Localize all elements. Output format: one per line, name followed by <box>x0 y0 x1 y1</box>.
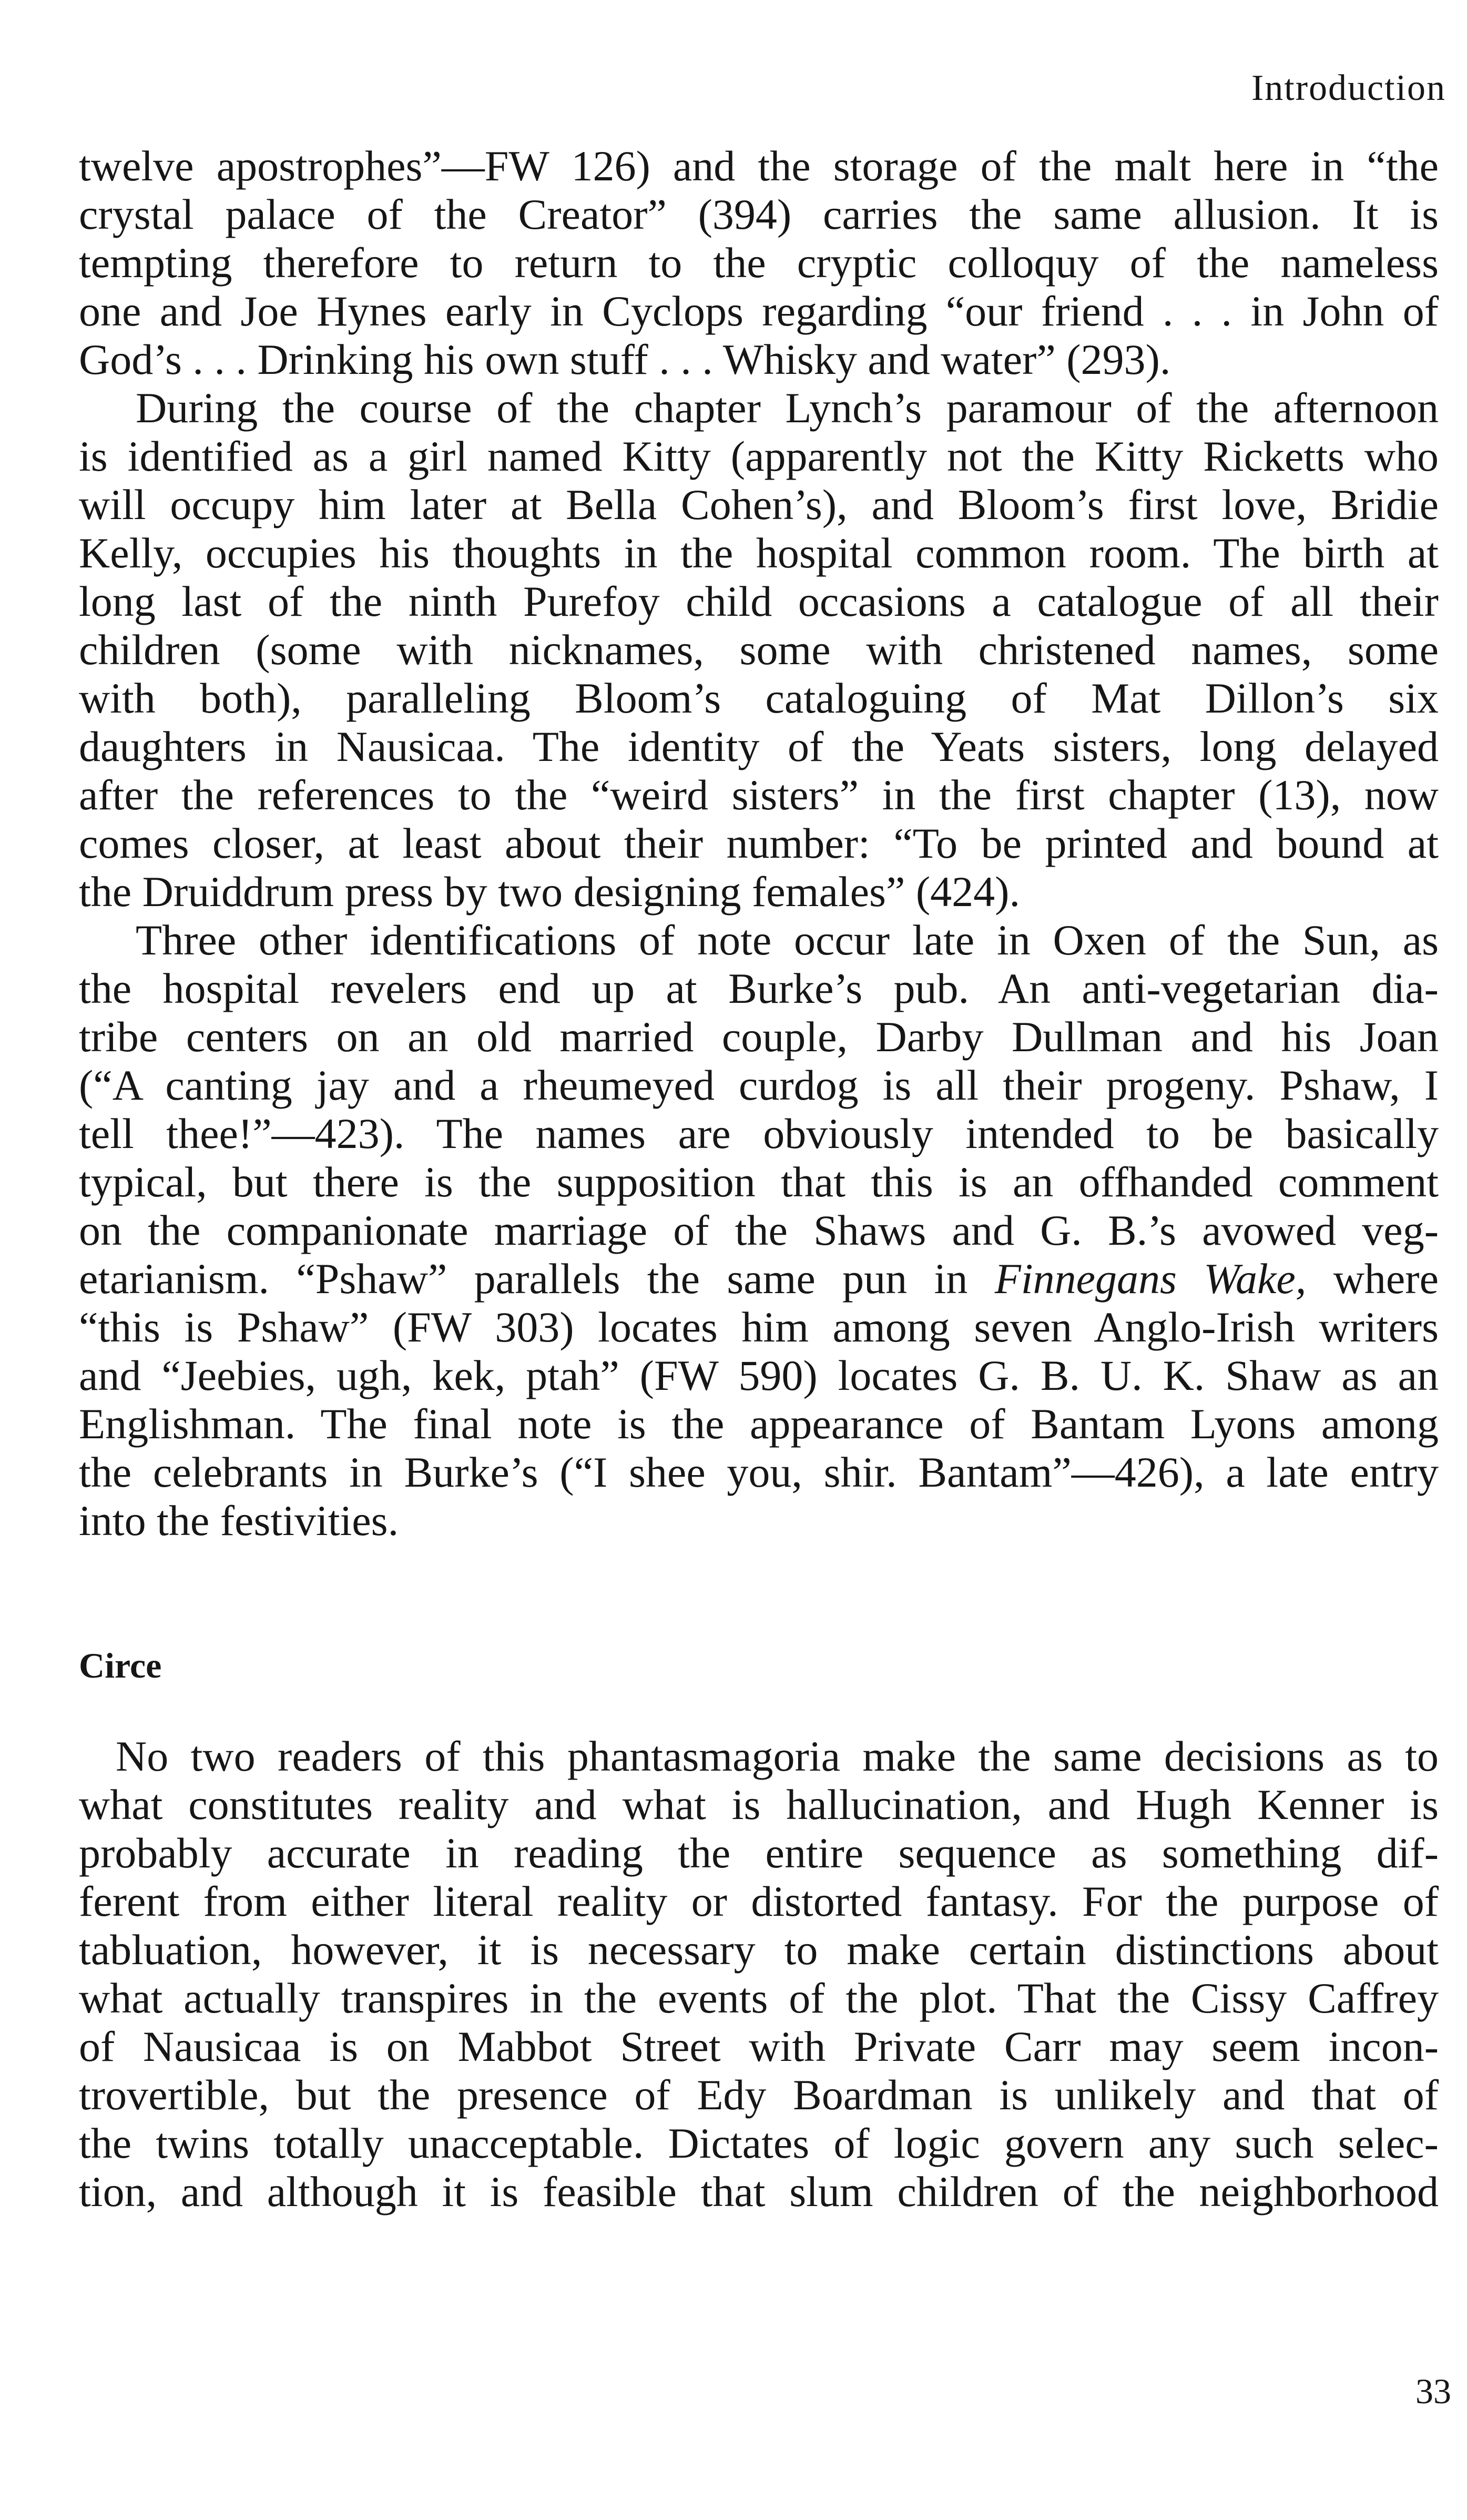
text-line: trovertible, but the presence of Edy Boardman is unlikely and that of <box>79 2071 1439 2119</box>
text-line: Three other identifications of note occur late in Oxen of the Sun, as <box>136 916 1439 964</box>
text-line: children (some with nicknames, some with christened names, some <box>79 626 1439 674</box>
text-line: ferent from either literal reality or distorted fantasy. For the purpose of <box>79 1877 1439 1925</box>
text-line: crystal palace of the Creator” (394) carries the same allusion. It is <box>79 190 1439 238</box>
text-line: and “Jeebies, ugh, kek, ptah” (FW 590) locates G. B. U. K. Shaw as an <box>79 1352 1439 1399</box>
text-line: During the course of the chapter Lynch’s paramour of the afternoon <box>136 384 1439 432</box>
text-line: “this is Pshaw” (FW 303) locates him among seven Anglo-Irish writers <box>79 1303 1439 1351</box>
text-line: long last of the ninth Purefoy child occasions a catalogue of all their <box>79 577 1439 625</box>
text-line: will occupy him later at Bella Cohen’s), and Bloom’s first love, Bridie <box>79 481 1439 529</box>
text-line: typical, but there is the supposition that this is an offhanded comment <box>79 1158 1439 1206</box>
running-head: Introduction <box>1251 68 1446 108</box>
text-line: the Druiddrum press by two designing females” (424). <box>79 868 1020 916</box>
text-line: the hospital revelers end up at Burke’s pub. An anti-vegetarian dia- <box>79 964 1439 1012</box>
text-line: on the companionate marriage of the Shaws and G. B.’s avowed veg- <box>79 1206 1439 1254</box>
text-line: God’s . . . Drinking his own stuff . . . Whisky and water” (293). <box>79 336 1171 383</box>
text-segment: etarianism. “Pshaw” parallels the same pun in <box>79 1255 995 1303</box>
section-heading: Circe <box>79 1645 162 1685</box>
text-line: is identified as a girl named Kitty (apparently not the Kitty Ricketts who <box>79 432 1439 480</box>
text-line: what actually transpires in the events of the plot. That the Cissy Caffrey <box>79 1974 1439 2022</box>
text-line: Kelly, occupies his thoughts in the hospital common room. The birth at <box>79 529 1439 577</box>
text-line: comes closer, at least about their number: “To be printed and bound at <box>79 819 1439 867</box>
text-line: the celebrants in Burke’s (“I shee you, shir. Bantam”—426), a late entry <box>79 1448 1439 1496</box>
text-line: tell thee!”—423). The names are obviously intended to be basically <box>79 1110 1439 1157</box>
text-line: of Nausicaa is on Mabbot Street with Private Carr may seem incon- <box>79 2023 1439 2070</box>
text-line <box>79 1255 1439 1303</box>
text-line: (“A canting jay and a rheumeyed curdog is all their progeny. Pshaw, I <box>79 1061 1439 1109</box>
text-line: after the references to the “weird sisters” in the first chapter (13), now <box>79 771 1439 819</box>
text-line: probably accurate in reading the entire sequence as something dif- <box>79 1829 1439 1877</box>
text-line: Englishman. The final note is the appearance of Bantam Lyons among <box>79 1400 1439 1448</box>
text-line: into the festivities. <box>79 1497 399 1544</box>
text-line: with both), paralleling Bloom’s cataloguing of Mat Dillon’s six <box>79 674 1439 722</box>
text-line: what constitutes reality and what is hallucination, and Hugh Kenner is <box>79 1781 1439 1828</box>
text-line: daughters in Nausicaa. The identity of the Yeats sisters, long delayed <box>79 723 1439 770</box>
text-line: No two readers of this phantasmagoria make the same decisions as to <box>116 1732 1439 1780</box>
text-line: tion, and although it is feasible that slum children of the neighborhood <box>79 2168 1439 2216</box>
page-number: 33 <box>1415 2371 1451 2411</box>
text-line: tribe centers on an old married couple, Darby Dullman and his Joan <box>79 1013 1439 1061</box>
text-segment: where <box>1306 1255 1439 1303</box>
text-line: tabluation, however, it is necessary to make certain distinctions about <box>79 1926 1439 1974</box>
text-line: twelve apostrophes”—FW 126) and the storage of the malt here in “the <box>79 142 1439 190</box>
text-line: tempting therefore to return to the cryptic colloquy of the nameless <box>79 239 1439 287</box>
text-line: the twins totally unacceptable. Dictates of logic govern any such selec- <box>79 2119 1439 2167</box>
text-line: one and Joe Hynes early in Cyclops regarding “our friend . . . in John of <box>79 287 1439 335</box>
italic-title: Finnegans Wake, <box>994 1255 1307 1303</box>
